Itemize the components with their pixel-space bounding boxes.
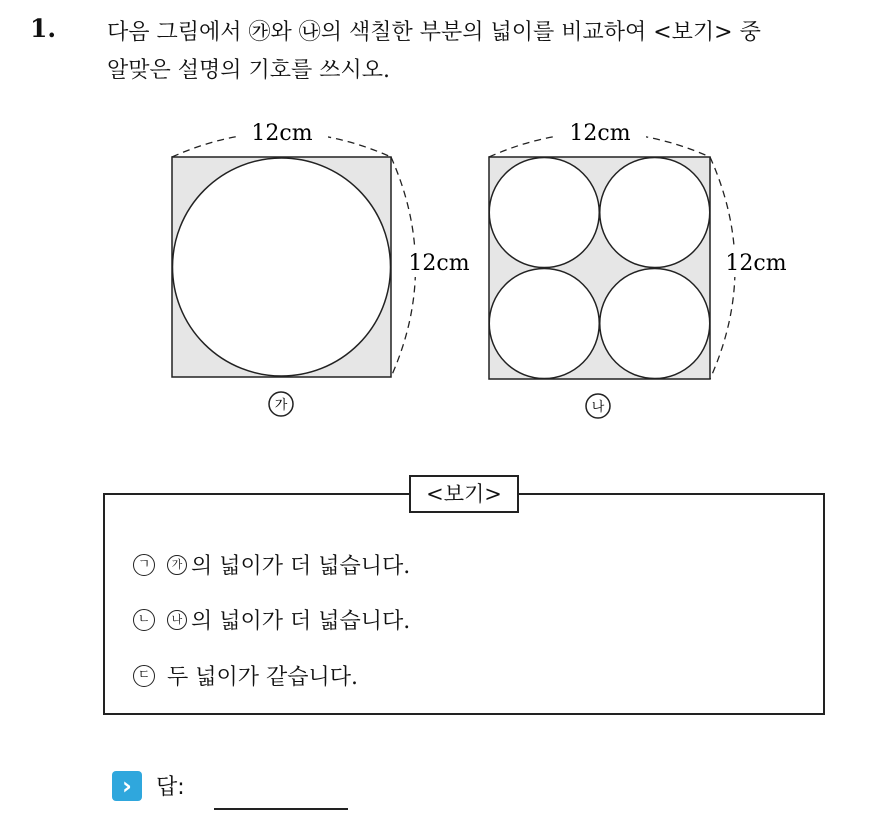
circle-na-2: [600, 158, 710, 268]
label-side-ga: 12cm: [408, 251, 470, 276]
choice-marker-3: ㄷ: [133, 665, 155, 687]
circle-na-3: [489, 269, 599, 379]
caption-ga: 가: [274, 398, 288, 413]
figure-na: [489, 118, 794, 418]
choice-item-2: [133, 604, 410, 635]
choice-text-3: 두 넓이가 같습니다.: [167, 665, 358, 690]
circle-na-4: [600, 269, 710, 379]
choice-item-3: [133, 660, 358, 691]
circle-ga: [173, 158, 391, 376]
label-side-na: 12cm: [725, 251, 787, 276]
choices-title: <보기>: [409, 475, 519, 513]
answer-area: [112, 770, 185, 801]
choice-marker-1: ㄱ: [133, 554, 155, 576]
caption-na: 나: [591, 400, 605, 415]
circle-na-1: [489, 158, 599, 268]
question-number: 1.: [30, 14, 57, 43]
label-top-ga: 12cm: [251, 121, 313, 146]
answer-label: 답:: [156, 775, 185, 800]
choice-text-1: 의 넓이가 더 넓습니다.: [191, 554, 411, 579]
choice-ref-1: 가: [167, 555, 187, 575]
label-top-na: 12cm: [569, 121, 631, 146]
choice-marker-2: ㄴ: [133, 609, 155, 631]
figure-ga: [172, 118, 476, 416]
question-line-1: 다음 그림에서 ㉮와 ㉯의 색칠한 부분의 넓이를 비교하여 <보기> 중: [107, 20, 761, 45]
choice-item-1: [133, 549, 410, 580]
chevron-right-icon: ›: [112, 771, 142, 801]
choice-ref-2: 나: [167, 610, 187, 630]
choice-text-2: 의 넓이가 더 넓습니다.: [191, 609, 411, 634]
answer-input-line[interactable]: [214, 808, 348, 810]
question-line-2: 알맞은 설명의 기호를 쓰시오.: [107, 58, 390, 83]
